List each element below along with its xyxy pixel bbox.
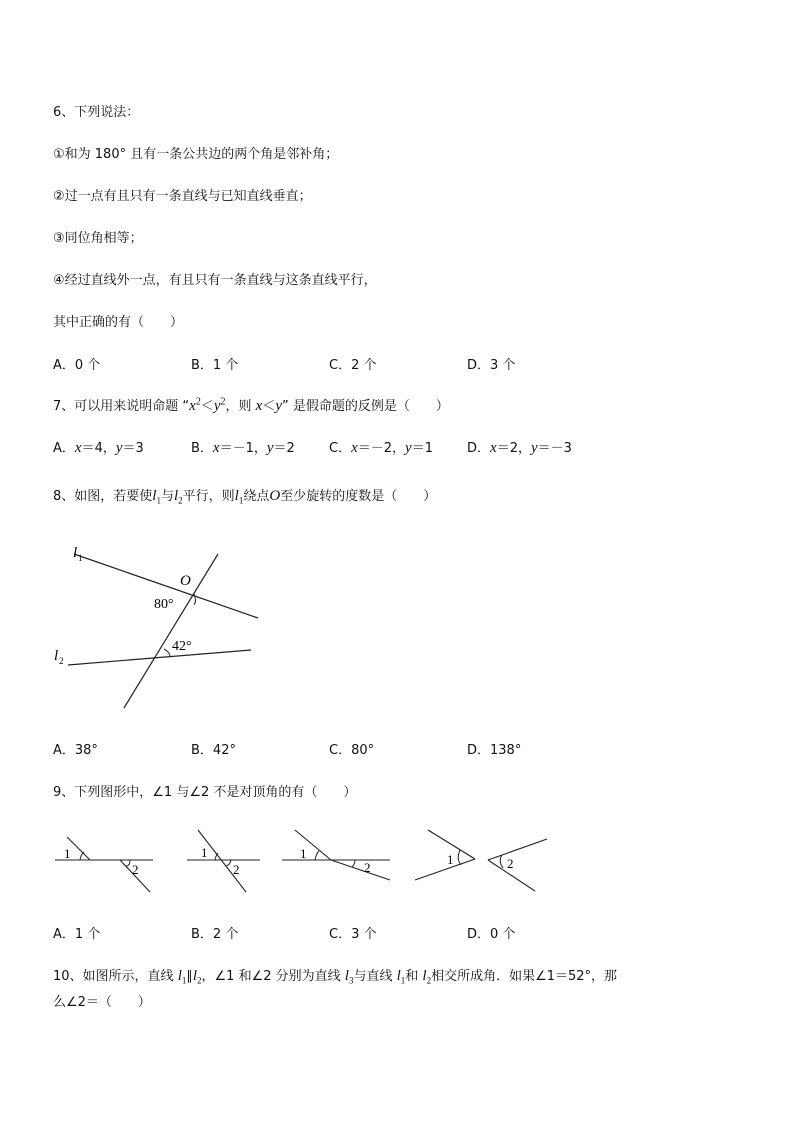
q6-stem: 6、下列说法： — [53, 105, 140, 120]
q9-option-b: B．2 个 — [191, 927, 239, 942]
q7-option-a: A．x＝4，y＝3 — [53, 440, 144, 456]
q6-item-1: ①和为 180° 且有一条公共边的两个角是邻补角； — [53, 147, 339, 162]
q9-stem: 9、下列图形中，∠1 与∠2 不是对顶角的有（ ） — [53, 785, 357, 800]
q8-option-c: C．80° — [329, 743, 375, 758]
q8-label-o: O — [180, 573, 191, 589]
q7-option-d: D．x＝2，y＝－3 — [467, 440, 572, 456]
q9-figure-2 — [187, 830, 260, 892]
q6-question: 其中正确的有（ ） — [53, 315, 184, 330]
q10-stem: 10、如图所示，直线 $l_1\parallel l_2$，∠1 和∠2 分别为直线 $l_3$与直线 $l_1$和 $l_2$相交所成角．如果∠1＝52°，那 — [53, 968, 618, 986]
q8-option-b: B．42° — [191, 743, 236, 758]
q9-figures — [50, 822, 560, 902]
q7-option-b: B．x＝－1，y＝2 — [191, 440, 295, 456]
q9-fig4-label-1: 1 — [447, 852, 454, 867]
q8-label-l2: l — [54, 648, 59, 664]
q9-option-c: C．3 个 — [329, 927, 377, 942]
q8-option-d: D．138° — [467, 743, 522, 758]
q9-figure-3 — [282, 830, 390, 880]
q8-label-l2-sub: 2 — [59, 656, 64, 666]
q6-option-d: D．3 个 — [467, 358, 516, 373]
q9-fig1-label-2: 2 — [132, 862, 139, 877]
q9-fig1-label-1: 1 — [64, 846, 71, 861]
q8-stem: 8、如图，若要使$l_1$与$l_2$平行，则$l_1$绕点O至少旋转的度数是（ ） — [53, 488, 437, 506]
q7-option-c: C．x＝－2，y＝1 — [329, 440, 433, 456]
q8-angle-label-80: 80° — [154, 597, 174, 612]
q7-stem: 7、可以用来说明命题 “$x^2<y^2$，则 x＜y” 是假命题的反例是（ ） — [53, 396, 449, 414]
q8-label-l1-sub: 1 — [78, 553, 83, 563]
q9-fig4-label-2: 2 — [507, 856, 514, 871]
q6-item-4: ④经过直线外一点，有且只有一条直线与这条直线平行， — [53, 273, 377, 288]
q8-figure — [48, 540, 268, 715]
q6-option-b: B．1 个 — [191, 358, 239, 373]
q9-figure-1 — [55, 837, 153, 892]
q9-option-d: D．0 个 — [467, 927, 516, 942]
q6-item-2: ②过一点有且只有一条直线与已知直线垂直； — [53, 189, 312, 204]
q8-label-l1: l — [73, 545, 78, 561]
q9-fig2-label-2: 2 — [233, 862, 240, 877]
q10-stem-line2: 么∠2＝（ ） — [53, 995, 151, 1010]
q8-option-a: A．38° — [53, 743, 98, 758]
q6-item-3: ③同位角相等； — [53, 231, 143, 246]
q8-transversal — [124, 554, 218, 708]
q8-angle-label-42: 42° — [172, 639, 192, 654]
q9-fig2-label-1: 1 — [201, 845, 208, 860]
q6-option-c: C．2 个 — [329, 358, 377, 373]
q6-option-a: A．0 个 — [53, 358, 101, 373]
q8-line-l2 — [68, 650, 251, 665]
q9-figure-4 — [415, 830, 547, 891]
q9-fig3-label-1: 1 — [300, 846, 307, 861]
q9-fig3-label-2: 2 — [364, 860, 371, 875]
q9-option-a: A．1 个 — [53, 927, 101, 942]
q8-angle-arc-42 — [164, 649, 170, 657]
